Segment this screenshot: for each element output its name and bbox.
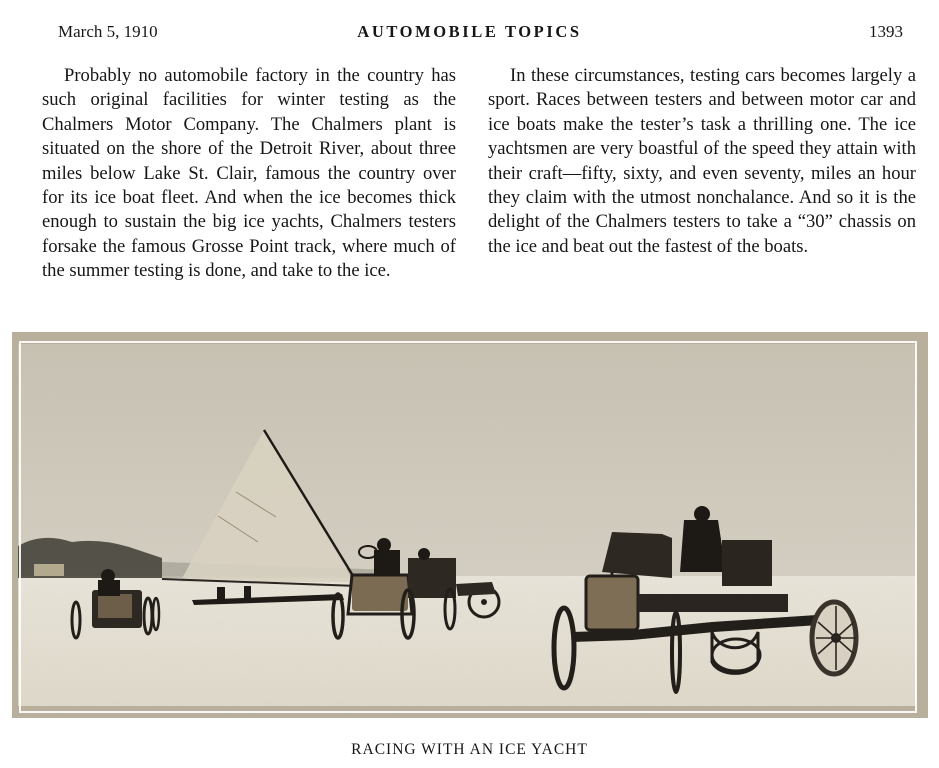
article-paragraph-left: Probably no automobile factory in the country has such original facilities for winter testing as the Chalmers Motor Company. The Chalmers plant is situated on the shore of the Detroit River, about three miles below Lake St. Clair, famous the country over for its ice boat fleet. And when the ice becomes thick enough to sustain the big ice yachts, Chalmers testers forsake the famous Grosse Point track, where much of the summer testing is done, and take to the ice. [42, 65, 456, 282]
ice-yacht-crew [217, 587, 225, 599]
distant-building [34, 564, 64, 576]
ice-yacht-crew [244, 586, 251, 598]
photo-caption: RACING WITH AN ICE YACHT [351, 741, 588, 758]
photograph-ice-yacht-race [12, 332, 928, 718]
photo-grain [12, 332, 928, 718]
page-header [0, 22, 939, 46]
issue-date: March 5, 1910 [58, 22, 158, 41]
article-paragraph-right: In these circumstances, testing cars becomes largely a sport. Races between testers and between motor car and ice boats make the tester’s task a thrilling one. The ice yachtsmen are very boastful of the speed they attain with their craft—fifty, sixty, and even seventy, miles an hour they claim with the utmost nonchalance. And so it is the delight of the Chalmers testers to take a “30” chassis on the ice and beat out the fastest of the boats. [488, 65, 916, 257]
article-column-right [488, 64, 916, 259]
publication-title: AUTOMOBILE TOPICS [357, 22, 582, 41]
photo-illustration [12, 332, 928, 718]
page-number: 1393 [869, 22, 903, 41]
article-column-left [42, 64, 456, 284]
